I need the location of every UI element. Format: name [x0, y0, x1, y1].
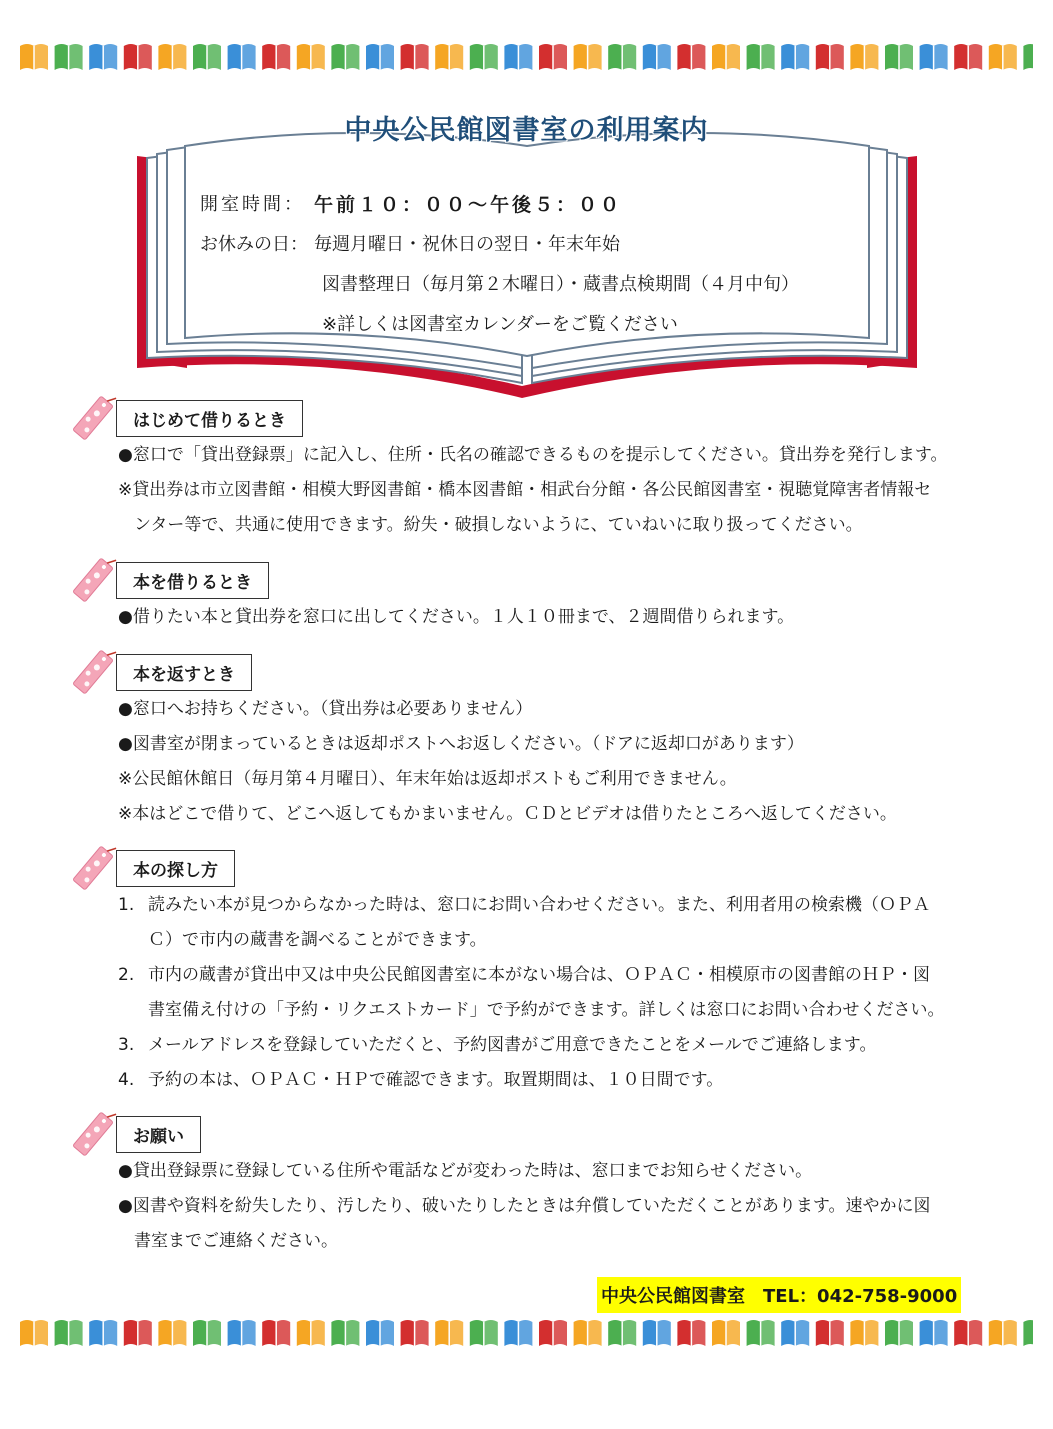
book-icon: [643, 44, 671, 70]
book-icon: [954, 44, 982, 70]
book-icon: [124, 44, 152, 70]
book-icon: [55, 44, 83, 70]
section-heading: 本を返すとき: [116, 654, 252, 691]
book-icon: [401, 1320, 429, 1346]
list-text: 予約の本は、ＯＰＡＣ・ＨＰで確認できます。取置期間は、１０日間です。: [148, 1070, 724, 1090]
list-number: 1.: [118, 895, 135, 915]
book-icon: [989, 1320, 1017, 1346]
text-line: ●図書や資料を紛失したり、汚したり、破いたりしたときは弁償していただくことがあります。速やかに図: [118, 1196, 931, 1216]
contact-info: 中央公民館図書室 TEL：042-758-9000: [597, 1277, 961, 1313]
book-icon: [954, 1320, 982, 1346]
section-search: [68, 848, 1028, 1098]
text-line: ※貸出券は市立図書館・相模大野図書館・橋本図書館・相武台分館・各公民館図書室・視聴覚障害者情報セ: [118, 480, 932, 500]
closed-days-value-2: 図書整理日（毎月第２木曜日）・蔵書点検期間（４月中旬）: [322, 274, 799, 295]
book-icon: [850, 1320, 878, 1346]
open-hours-label: 開室時間：: [200, 194, 305, 215]
bookmark-icon: [68, 842, 118, 894]
book-icon: [470, 44, 498, 70]
bookmark-icon: [68, 392, 118, 444]
book-icon: [124, 1320, 152, 1346]
book-icon: [158, 44, 186, 70]
list-item: [68, 1028, 1028, 1063]
book-icon: [712, 1320, 740, 1346]
list-item: [68, 958, 1028, 993]
book-icon: [574, 44, 602, 70]
book-icon: [608, 1320, 636, 1346]
closed-days-value-1: 毎週月曜日・祝休日の翌日・年末年始: [314, 234, 620, 255]
list-text: 市内の蔵書が貸出中又は中央公民館図書室に本がない場合は、ＯＰＡＣ・相模原市の図書館のＨＰ・図: [148, 965, 930, 985]
book-icon: [228, 1320, 256, 1346]
text-line: ※公民館休館日（毎月第４月曜日）、年末年始は返却ポストもご利用できません。: [118, 769, 737, 789]
text-line: 書室までご連絡ください。: [134, 1231, 338, 1251]
book-icon: [747, 1320, 775, 1346]
book-icon: [297, 44, 325, 70]
bookmark-icon: [68, 554, 118, 606]
book-icon: [401, 44, 429, 70]
text-line: ※本はどこで借りて、どこへ返してもかまいません。ＣＤとビデオは借りたところへ返してください。: [118, 804, 897, 824]
list-number: 2.: [118, 965, 135, 985]
book-icon: [435, 44, 463, 70]
section-heading: お願い: [116, 1116, 201, 1153]
book-icon: [712, 44, 740, 70]
book-icon: [747, 44, 775, 70]
book-icon: [816, 44, 844, 70]
closed-days-label: お休みの日：: [200, 234, 308, 255]
book-icon: [470, 1320, 498, 1346]
calendar-note: ※詳しくは図書室カレンダーをご覧ください: [322, 314, 678, 335]
book-icon: [331, 44, 359, 70]
book-icon: [262, 44, 290, 70]
book-icon: [20, 1320, 48, 1346]
text-line: ●貸出登録票に登録している住所や電話などが変わった時は、窓口までお知らせください。: [118, 1161, 813, 1181]
list-number: 4.: [118, 1070, 135, 1090]
list-number: 3.: [118, 1035, 135, 1055]
book-icon: [850, 44, 878, 70]
bookmark-icon: [68, 1108, 118, 1160]
book-icon: [193, 1320, 221, 1346]
list-text-cont: 書室備え付けの「予約・リクエストカード」で予約ができます。詳しくは窓口にお問い合わせください。: [148, 1000, 945, 1020]
book-icon: [885, 1320, 913, 1346]
list-text: 読みたい本が見つからなかった時は、窓口にお問い合わせください。また、利用者用の検索機（ＯＰＡ: [148, 895, 930, 915]
list-item: [68, 888, 1028, 923]
book-icon: [816, 1320, 844, 1346]
section-request: [68, 1114, 1028, 1259]
book-icon: [539, 1320, 567, 1346]
list-item: [68, 1063, 1028, 1098]
book-icon: [89, 1320, 117, 1346]
book-icon: [920, 44, 948, 70]
book-icon: [55, 1320, 83, 1346]
book-icon: [677, 1320, 705, 1346]
list-text: メールアドレスを登録していただくと、予約図書がご用意できたことをメールでご連絡します。: [148, 1035, 877, 1055]
page-title: 中央公民館図書室の利用案内: [344, 115, 709, 146]
book-icon: [1023, 1320, 1033, 1346]
book-icon: [643, 1320, 671, 1346]
book-icon: [608, 44, 636, 70]
book-icon: [158, 1320, 186, 1346]
book-icon: [1023, 44, 1033, 70]
book-icon: [331, 1320, 359, 1346]
book-icon: [920, 1320, 948, 1346]
section-heading: 本を借りるとき: [116, 562, 269, 599]
text-line: ●窓口へお持ちください。（貸出券は必要ありません）: [118, 699, 533, 719]
book-icon: [262, 1320, 290, 1346]
book-icon: [574, 1320, 602, 1346]
book-icon: [435, 1320, 463, 1346]
book-icon: [989, 44, 1017, 70]
book-icon: [366, 1320, 394, 1346]
book-icon: [297, 1320, 325, 1346]
book-icon: [539, 44, 567, 70]
text-line: ●借りたい本と貸出券を窓口に出してください。１人１０冊まで、２週間借りられます。: [118, 607, 795, 627]
book-icon: [89, 44, 117, 70]
book-icon: [781, 44, 809, 70]
book-border-bottom: [18, 1316, 1033, 1350]
book-icon: [20, 44, 48, 70]
book-icon: [504, 44, 532, 70]
book-icon: [366, 44, 394, 70]
section-borrow: [68, 560, 1028, 635]
book-icon: [781, 1320, 809, 1346]
bookmark-icon: [68, 646, 118, 698]
text-line: ●窓口で「貸出登録票」に記入し、住所・氏名の確認できるものを提示してください。貸出券を発行します。: [118, 445, 948, 465]
section-first-borrow: [68, 398, 1028, 543]
opening-hours: [200, 185, 799, 345]
book-icon: [885, 44, 913, 70]
section-return: [68, 652, 1028, 832]
text-line: ●図書室が閉まっているときは返却ポストへお返しください。（ドアに返却口があります）: [118, 734, 804, 754]
section-heading: はじめて借りるとき: [116, 400, 303, 437]
book-icon: [228, 44, 256, 70]
list-text-cont: Ｃ）で市内の蔵書を調べることができます。: [148, 930, 487, 950]
book-icon: [193, 44, 221, 70]
book-icon: [677, 44, 705, 70]
book-icon: [504, 1320, 532, 1346]
book-border-top: [18, 40, 1033, 74]
section-heading: 本の探し方: [116, 850, 235, 887]
text-line: ンター等で、共通に使用できます。紛失・破損しないように、ていねいに取り扱ってください。: [134, 515, 863, 535]
open-hours-value: 午前１０：００～午後５：００: [314, 194, 623, 216]
